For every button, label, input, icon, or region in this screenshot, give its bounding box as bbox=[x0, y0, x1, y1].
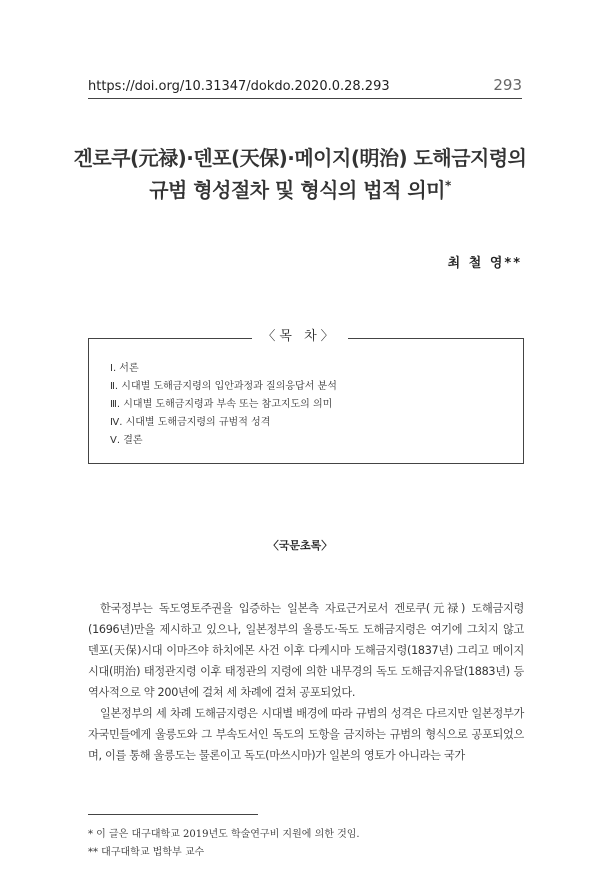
toc-item[interactable]: Ⅲ. 시대별 도해금지령과 부속 또는 참고지도의 의미 bbox=[110, 399, 333, 410]
footnote-1: * 이 글은 대구대학교 2019년도 학술연구비 지원에 의한 것임. bbox=[88, 829, 360, 840]
paper-title bbox=[60, 142, 540, 206]
page-number: 293 bbox=[493, 76, 522, 94]
doi-link[interactable]: https://doi.org/10.31347/dokdo.2020.0.28.293 bbox=[88, 79, 390, 94]
toc-heading-text: 〈목 차〉 bbox=[252, 329, 347, 344]
toc-heading bbox=[0, 325, 600, 344]
footnotes bbox=[88, 826, 360, 862]
abstract-paragraph-1: 한국정부는 독도영토주권을 입증하는 일본측 자료근거로서 겐로쿠(元禄) 도해금지령(1696년)만을 제시하고 있으나, 일본정부의 울릉도·독도 도해금지령은 여기에 그치지 않고 덴포(天保)시대 이마즈야 하치에몬 사건 이후 다케시마 도해금지령(1837년) 그리고 메이지시대(明治) 태정관지령 이후 태정관의 지령에 의한 내무경의 독도 도해금지유달(1883년) 등 역사적으로 약 200년에 걸쳐 세 차례에 걸쳐 공포되었다. bbox=[88, 602, 524, 699]
toc-item[interactable]: Ⅳ. 시대별 도해금지령의 규범적 성격 bbox=[110, 417, 271, 428]
toc-item[interactable]: Ⅴ. 결론 bbox=[110, 435, 143, 446]
title-line-2-text: 규범 형성절차 및 형식의 법적 의미 bbox=[149, 178, 445, 202]
footnote-2: ** 대구대학교 법학부 교수 bbox=[88, 847, 205, 858]
abstract-body bbox=[88, 598, 524, 766]
toc-item[interactable]: Ⅰ. 서론 bbox=[110, 363, 139, 374]
title-footnote-mark: * bbox=[445, 178, 451, 193]
footnote-divider bbox=[88, 814, 258, 815]
abstract-paragraph-2: 일본정부의 세 차례 도해금지령은 시대별 배경에 따라 규범의 성격은 다르지만 일본정부가 자국민들에게 울릉도와 그 부속도서인 독도의 도항을 금지하는 규범의 형식으로 공포되었으며, 이를 통해 울릉도는 물론이고 독도(마쓰시마)가 일본의 영토가 아니라는 국가 bbox=[88, 707, 524, 762]
toc-list bbox=[110, 360, 337, 450]
toc-item[interactable]: Ⅱ. 시대별 도해금지령의 입안과정과 질의응답서 분석 bbox=[110, 381, 337, 392]
running-header bbox=[88, 76, 522, 99]
title-line-2 bbox=[60, 174, 540, 206]
abstract-heading: 〈국문초록〉 bbox=[267, 539, 333, 552]
title-line-1: 겐로쿠(元禄)·덴포(天保)·메이지(明治) 도해금지령의 bbox=[73, 146, 527, 170]
author-name: 최 철 영** bbox=[447, 256, 522, 271]
